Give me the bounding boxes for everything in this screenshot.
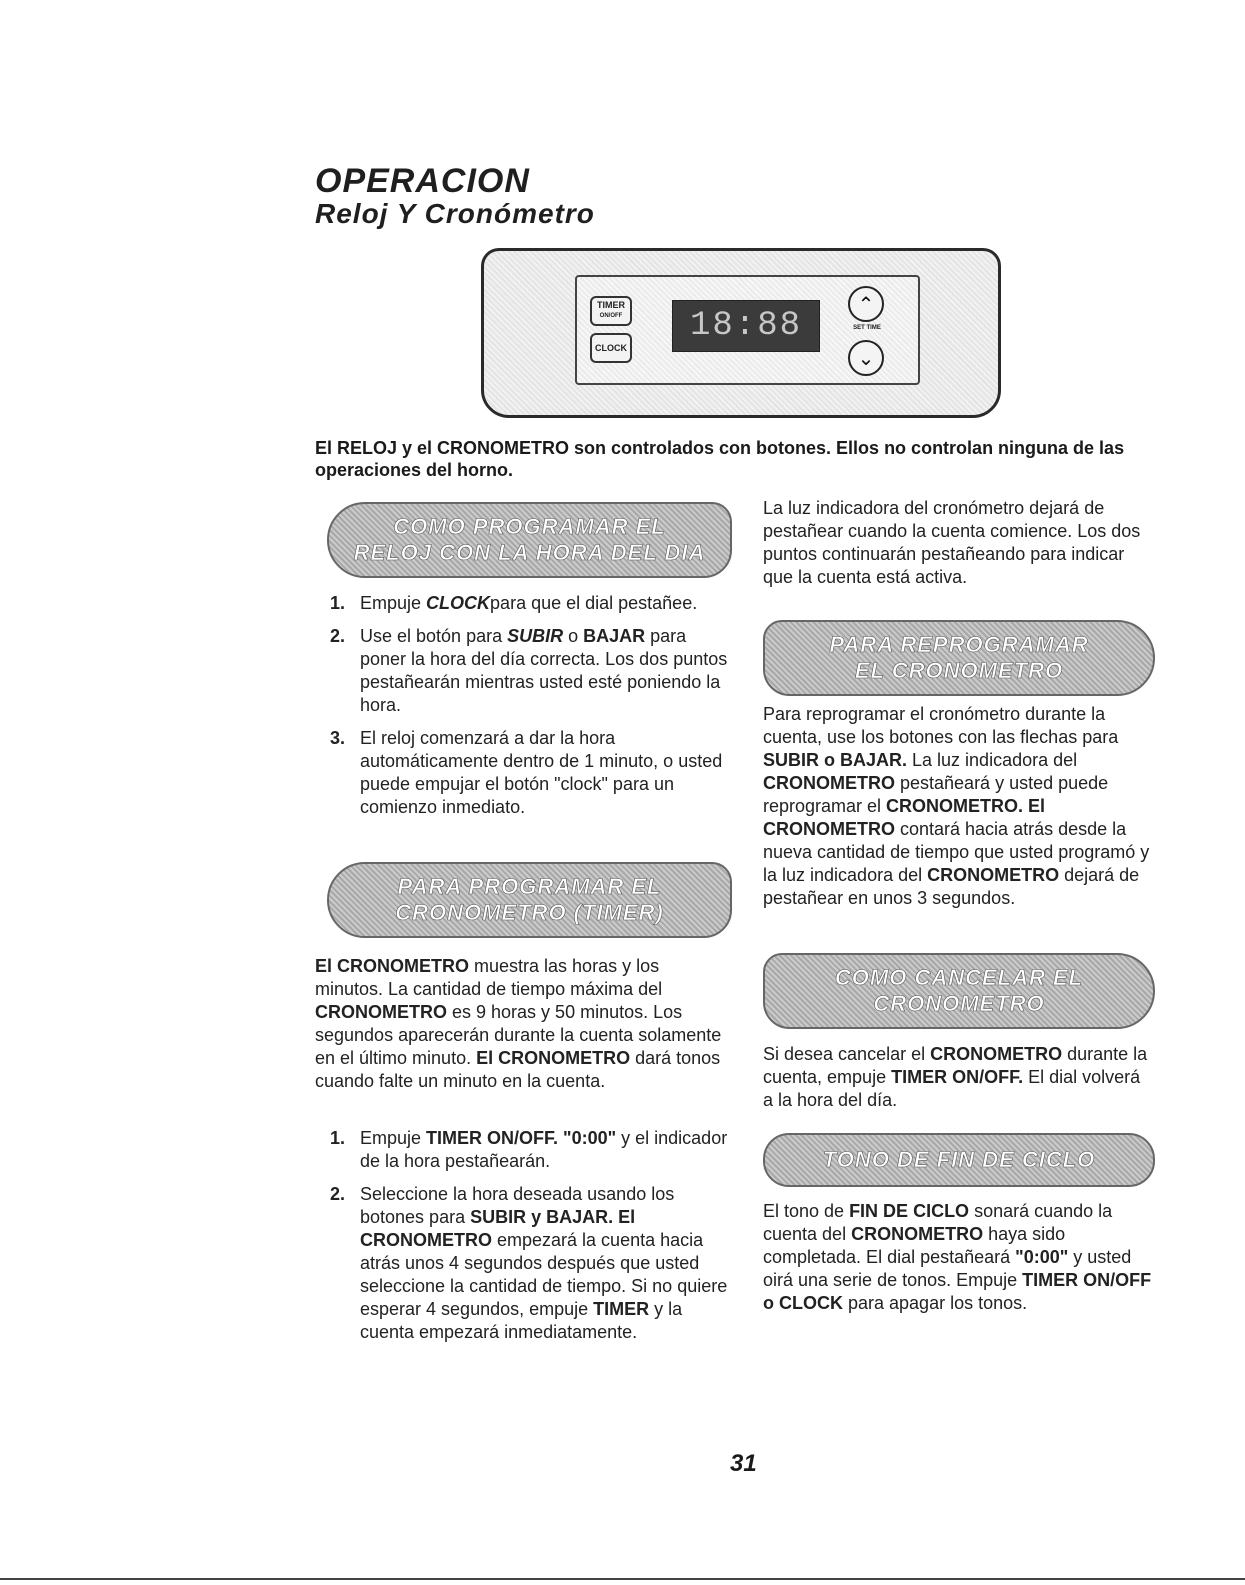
list-item (315, 1183, 735, 1344)
body-text: El dial volverá a la hora del día. (763, 1067, 1141, 1110)
body-text: es 9 horas y 50 minutos. Los segundos aparecerán durante la cuenta solamente en el último minuto. (315, 1002, 722, 1068)
set-time-label: SET TIME (853, 325, 881, 331)
step-number: 3. (330, 728, 346, 748)
body-text: contará hacia atrás desde la nueva cantidad de tiempo que usted programó y la luz indicadora del (763, 819, 1150, 885)
body-text: Si desea cancelar el (763, 1044, 931, 1064)
banner-line: COMO PROGRAMAR EL (393, 514, 666, 539)
step-text: para poner la hora del día correcta. Los dos puntos pestañearán mientras usted esté poniendo la hora. (360, 626, 728, 715)
banner-line: PARA REPROGRAMAR (829, 632, 1089, 657)
clock-steps (315, 592, 735, 829)
page-title: OPERACION (315, 162, 530, 200)
step-text: Use el botón para (360, 626, 508, 646)
step-text: Empuje (360, 1128, 427, 1148)
chevron-up-icon: ⌃ (848, 286, 884, 322)
bold-text: FIN DE CICLO (849, 1201, 970, 1221)
body-text: La luz indicadora del (907, 750, 1078, 770)
step-number: 2. (330, 626, 346, 646)
step-emphasis: CLOCK (426, 593, 491, 613)
body-text: El tono de (763, 1201, 850, 1221)
body-text: pestañeará y usted puede reprogramar el (763, 773, 1109, 816)
bold-text: CRONOMETRO (927, 865, 1060, 885)
step-text: y la cuenta empezará inmediatamente. (360, 1299, 683, 1342)
step-number: 2. (330, 1184, 346, 1204)
bottom-divider (0, 1578, 1245, 1580)
step-text: para que el dial pestañee. (490, 593, 698, 613)
bold-text: SUBIR o BAJAR. (763, 750, 908, 770)
clock-display: 18:88 (672, 300, 820, 352)
banner-line: PARA PROGRAMAR EL (397, 874, 662, 899)
banner-line: CRONOMETRO (873, 991, 1045, 1016)
step-text: o (563, 626, 584, 646)
step-emphasis: SUBIR (507, 626, 564, 646)
step-text: empezará la cuenta hacia atrás unos 4 segundos después que usted seleccione la cantidad de tiempo. Si no quiere esperar 4 segundos, empuje (360, 1230, 728, 1319)
timer-indicator-paragraph: La luz indicadora del cronómetro dejará de pestañear cuando la cuenta comience. Los dos puntos continuarán pestañeando para indicar que la cuenta está activa. (763, 498, 1141, 587)
banner-programar-reloj (327, 502, 732, 578)
step-bold: SUBIR y BAJAR. El CRONOMETRO (360, 1207, 636, 1250)
bold-text: El CRONOMETRO (476, 1048, 631, 1068)
body-text: muestra las horas y los minutos. La cantidad de tiempo máxima del (315, 956, 663, 999)
banner-line: TONO DE FIN DE CICLO (822, 1147, 1096, 1172)
clock-button: CLOCK (590, 333, 632, 363)
banner-line: EL CRONOMETRO (854, 658, 1064, 683)
step-number: 1. (330, 1128, 346, 1148)
body-text: para apagar los tonos. (843, 1293, 1028, 1313)
banner-line: CRONOMETRO (TIMER) (395, 900, 664, 925)
step-text: y el indicador de la hora pestañearán. (360, 1128, 728, 1171)
body-text: dejará de pestañear en unos 3 segundos. (763, 865, 1140, 908)
body-text: Para reprogramar el cronómetro durante la cuenta, use los botones con las flechas para (763, 704, 1119, 747)
body-text: sonará cuando la cuenta del (763, 1201, 1113, 1244)
banner-cancelar-cronometro (763, 953, 1155, 1029)
body-text: haya sido completada. El dial pestañeará (763, 1224, 1066, 1267)
cancel-paragraph (763, 1043, 1153, 1112)
timer-steps (315, 1127, 735, 1354)
step-text: Seleccione la hora deseada usando los botones para (360, 1184, 675, 1227)
bold-text: TIMER ON/OFF. (891, 1067, 1024, 1087)
list-item (315, 625, 735, 717)
intro-text: El RELOJ y el CRONOMETRO son controlados con botones. Ellos no controlan ninguna de las operaciones del horno. (315, 438, 1125, 480)
list-item (315, 1127, 735, 1173)
list-item (315, 727, 735, 819)
bold-text: CRONOMETRO (851, 1224, 984, 1244)
step-bold: TIMER ON/OFF. "0:00" (426, 1128, 617, 1148)
body-text: y usted oirá una serie de tonos. Empuje (763, 1247, 1132, 1290)
page-number: 31 (730, 1450, 757, 1477)
step-bold: TIMER (593, 1299, 650, 1319)
timer-paragraph (315, 955, 725, 1093)
banner-line: RELOJ CON LA HORA DEL DIA (353, 540, 706, 565)
banner-programar-cronometro (327, 862, 732, 938)
timer-button-sublabel: ON/OFF (599, 313, 623, 319)
step-number: 1. (330, 593, 346, 613)
bold-text: CRONOMETRO. El CRONOMETRO (763, 796, 1046, 839)
banner-line: COMO CANCELAR EL (834, 965, 1084, 990)
bold-text: CRONOMETRO (315, 1002, 447, 1022)
bold-text: El CRONOMETRO (315, 956, 470, 976)
timer-button-label: TIMER (597, 300, 625, 310)
banner-tono-fin-ciclo (763, 1133, 1155, 1187)
step-bold: BAJAR (583, 626, 646, 646)
reprogram-paragraph (763, 703, 1158, 910)
bold-text: CRONOMETRO (930, 1044, 1063, 1064)
timer-button (590, 296, 632, 326)
step-text: Empuje (360, 593, 427, 613)
bold-text: "0:00" (1015, 1247, 1069, 1267)
bold-text: CRONOMETRO (763, 773, 895, 793)
chevron-down-icon: ⌄ (848, 340, 884, 376)
bold-text: TIMER ON/OFF o CLOCK (763, 1270, 1152, 1313)
body-text: dará tonos cuando falte un minuto en la cuenta. (315, 1048, 721, 1091)
step-text: El reloj comenzará a dar la hora automáticamente dentro de 1 minuto, o usted puede empujar el botón "clock" para un comienzo inmediato. (360, 728, 723, 817)
page-subtitle: Reloj Y Cronómetro (315, 198, 595, 229)
body-text: durante la cuenta, empuje (763, 1044, 1148, 1087)
end-cycle-paragraph (763, 1200, 1153, 1315)
banner-reprogramar-cronometro (763, 620, 1155, 696)
list-item (315, 592, 735, 615)
